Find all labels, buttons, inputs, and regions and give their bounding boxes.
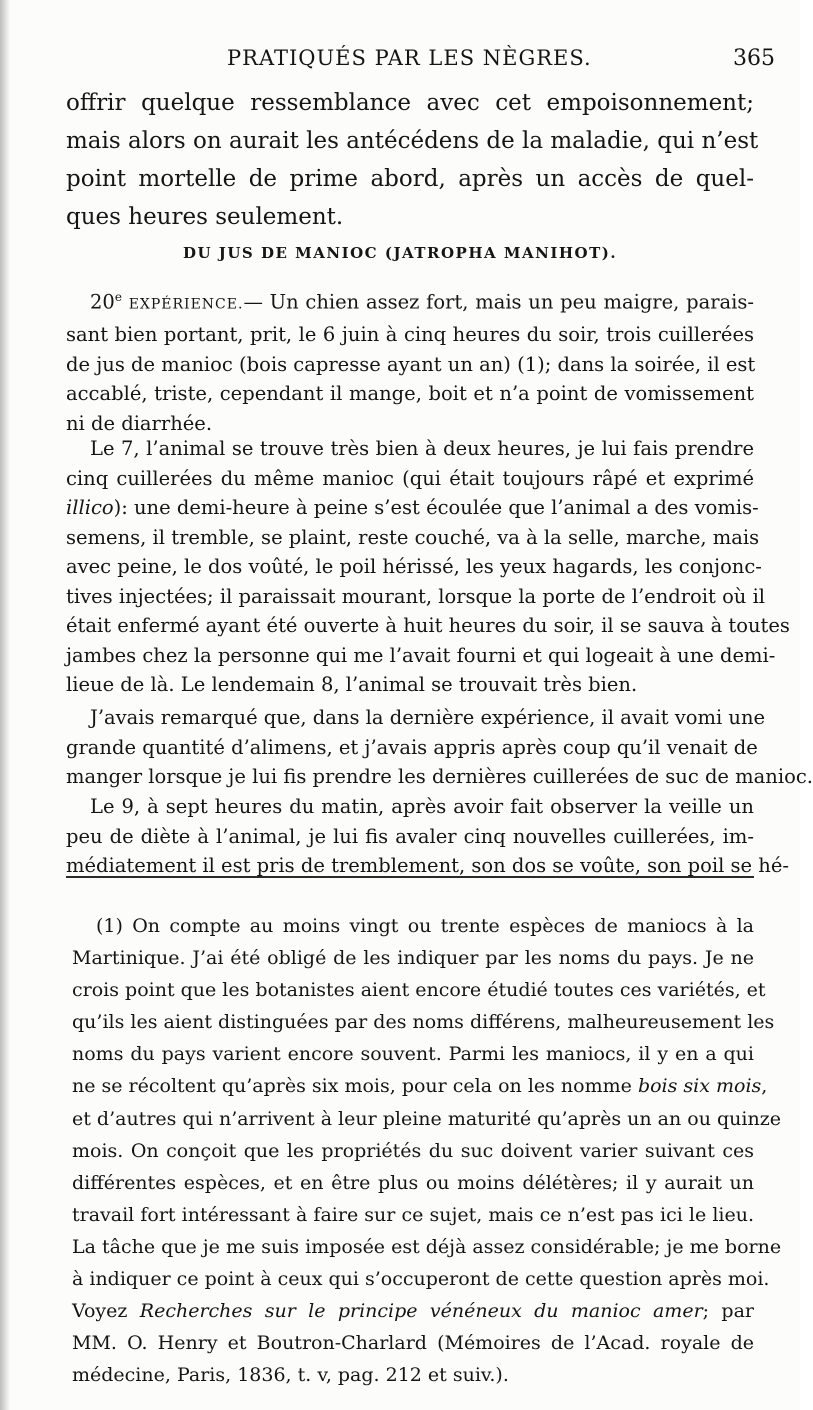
footnote-line: crois point que les botanistes aient encore étudié toutes ces variétés, et xyxy=(72,979,766,1002)
footnote-line: travail fort intéressant à faire sur ce sujet, mais ce n’est pas ici le lieu. xyxy=(72,1203,754,1226)
text-line: semens, il tremble, se plaint, reste couché, va à la selle, marche, mais xyxy=(66,525,760,549)
text-line xyxy=(66,493,759,523)
footnote-line: à indiquer ce point à ceux qui s’occuperont de cette question après moi. xyxy=(72,1268,770,1291)
text-line: J’avais remarqué que, dans la dernière expérience, il avait vomi une xyxy=(90,706,766,729)
paragraph-day-7 xyxy=(66,434,790,700)
italic-term: illico xyxy=(66,496,114,519)
opening-paragraph xyxy=(66,84,759,236)
text-line: peu de diète à l’animal, je lui fis avaler cinq nouvelles cuillerées, im- xyxy=(66,824,754,848)
text-fragment: , xyxy=(761,1075,768,1098)
page-edge-shadow xyxy=(0,0,10,1410)
text-line: de jus de manioc (bois capresse ayant un an) (1); dans la soirée, il est xyxy=(66,352,756,376)
experiment-label: EXPÉRIENCE. xyxy=(128,296,244,313)
text-line: sant bien portant, prit, le 6 juin à cinq heures du soir, trois cuillerées xyxy=(66,323,754,346)
text-line: médiatement il est pris de tremblement, son dos se voûte, son poil se hé- xyxy=(66,854,789,877)
text-fragment: ): une demi-heure à peine s’est écoulée que l’animal a des vomis- xyxy=(113,496,759,519)
page-header xyxy=(0,40,800,80)
footnote xyxy=(72,910,782,1391)
page-number: 365 xyxy=(733,46,775,71)
text-line: jambes chez la personne qui me l’avait fourni et qui logeait à une demi- xyxy=(66,643,776,667)
text-line: ni de diarrhée. xyxy=(66,411,213,435)
text-line: avec peine, le dos voûté, le poil hérissé, les yeux hagards, les conjonc- xyxy=(66,555,762,578)
text-line: cinq cuillerées du même manioc (qui était toujours râpé et exprimé xyxy=(66,466,754,490)
text-line: ques heures seulement. xyxy=(66,204,344,230)
italic-term: bois six mois xyxy=(637,1075,762,1098)
experiment-paragraph xyxy=(66,283,754,438)
footnote-line: noms du pays varient encore souvent. Parmi les maniocs, il y en a qui xyxy=(72,1043,754,1066)
text-fragment: Voyez xyxy=(72,1300,140,1323)
text-line: offrir quelque ressemblance avec cet empoisonnement; xyxy=(66,90,754,116)
paragraph-remark xyxy=(66,703,813,792)
experiment-first-line: — Un chien assez fort, mais un peu maigre, parais- xyxy=(243,290,754,314)
experiment-number-sup: e xyxy=(114,290,122,304)
footnote-line: La tâche que je me suis imposée est déjà assez considérable; je me borne xyxy=(72,1235,782,1258)
experiment-number: 20 xyxy=(90,290,115,314)
footnote-line: mois. On conçoit que les propriétés du suc doivent varier suivant ces xyxy=(72,1139,754,1162)
text-line: lieue de là. Le lendemain 8, l’animal se trouvait très bien. xyxy=(66,673,638,696)
footnote-line xyxy=(72,1070,768,1102)
footnote-line: MM. O. Henry et Boutron-Charlard (Mémoires de l’Acad. royale de xyxy=(72,1332,754,1355)
footnote-line: médecine, Paris, 1836, t. v, pag. 212 et suiv.). xyxy=(72,1364,509,1387)
footnote-line xyxy=(72,1295,754,1327)
text-line: était enfermé ayant été ouverte à huit heures du soir, il se sauva à toutes xyxy=(66,614,790,637)
running-head: PRATIQUÉS PAR LES NÈGRES. xyxy=(227,46,592,70)
text-fragment: ne se récoltent qu’après six mois, pour cela on les nomme xyxy=(72,1075,638,1098)
text-line: Le 7, l’animal se trouve très bien à deux heures, je lui fais prendre xyxy=(90,437,754,460)
footnote-line: et d’autres qui n’arrivent à leur pleine maturité qu’après un an ou quinze xyxy=(72,1107,781,1130)
text-line: accablé, triste, cependant il mange, boit et n’a point de vomissement xyxy=(66,382,754,405)
text-line: manger lorsque je lui fis prendre les dernières cuillerées de suc de manioc. xyxy=(66,765,813,788)
text-line: grande quantité d’alimens, et j’avais appris après coup qu’il venait de xyxy=(66,735,758,759)
footnote-divider xyxy=(66,876,754,878)
footnote-line: Martinique. J’ai été obligé de les indiquer par les noms du pays. Je ne xyxy=(72,947,754,970)
italic-title: Recherches sur le principe vénéneux du manioc amer xyxy=(139,1300,703,1323)
text-line: tives injectées; il paraissait mourant, lorsque la porte de l’endroit où il xyxy=(66,584,766,608)
text-line: Le 9, à sept heures du matin, après avoir fait observer la veille un xyxy=(90,795,754,818)
text-fragment: ; par xyxy=(702,1300,754,1323)
footnote-line: (1) On compte au moins vingt ou trente espèces de maniocs à la xyxy=(96,915,754,937)
footnote-line: qu’ils les aient distinguées par des noms différens, malheureusement les xyxy=(72,1011,775,1034)
footnote-line: différentes espèces, et en être plus ou moins délétères; il y aurait un xyxy=(72,1171,754,1194)
paragraph-day-9 xyxy=(66,792,789,881)
text-line: point mortelle de prime abord, après un accès de quel- xyxy=(66,166,754,192)
text-line xyxy=(66,283,754,320)
text-line: mais alors on aurait les antécédens de la maladie, qui n’est xyxy=(66,128,759,154)
section-title: DU JUS DE MANIOC (JATROPHA MANIHOT). xyxy=(182,244,618,262)
